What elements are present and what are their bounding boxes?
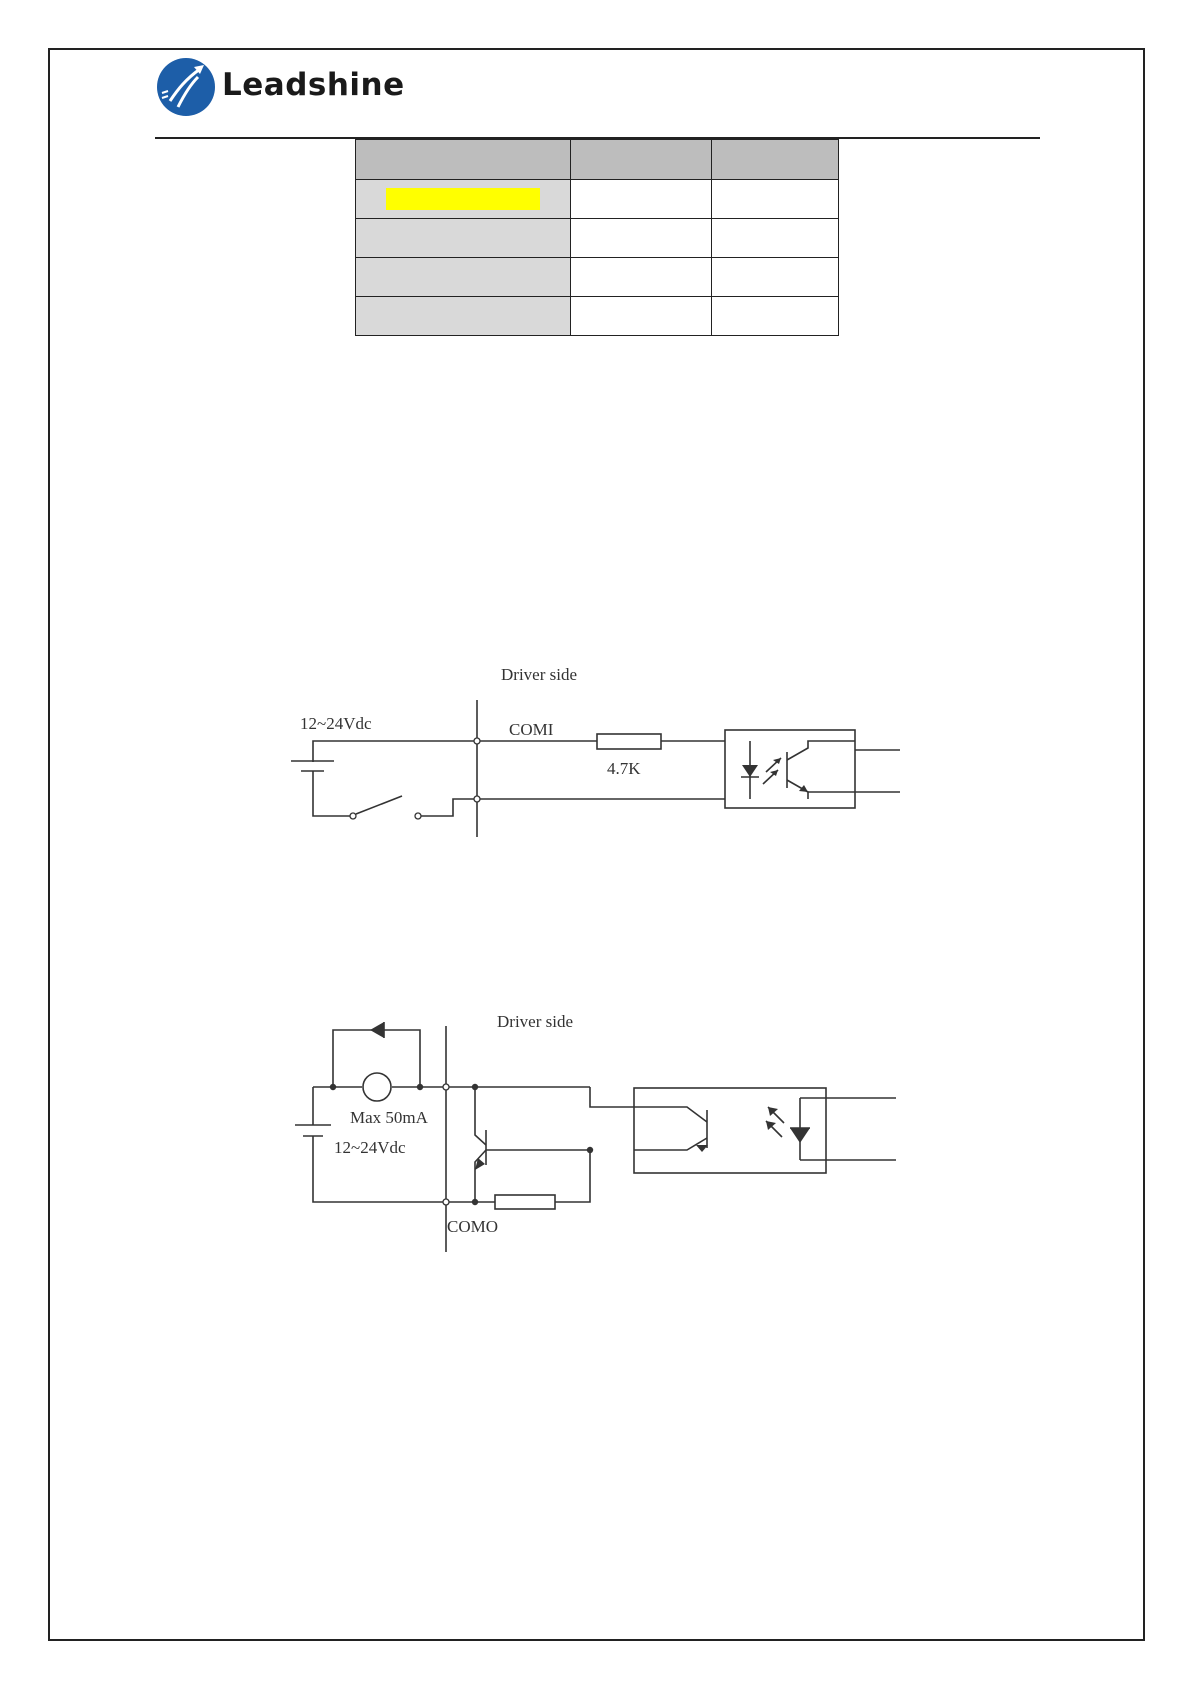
output-driver-side-label: Driver side: [497, 1012, 574, 1031]
input-supply-label: 12~24Vdc: [300, 714, 372, 733]
output-common-label: COMO: [447, 1217, 499, 1236]
output-supply-label: 12~24Vdc: [334, 1138, 406, 1157]
brand-name: Leadshine: [222, 67, 405, 103]
input-common-label: COMI: [509, 720, 554, 739]
input-driver-side-label: Driver side: [501, 665, 578, 684]
output-load-label: Max 50mA: [350, 1108, 428, 1127]
input-resistor-label: 4.7K: [607, 759, 641, 778]
